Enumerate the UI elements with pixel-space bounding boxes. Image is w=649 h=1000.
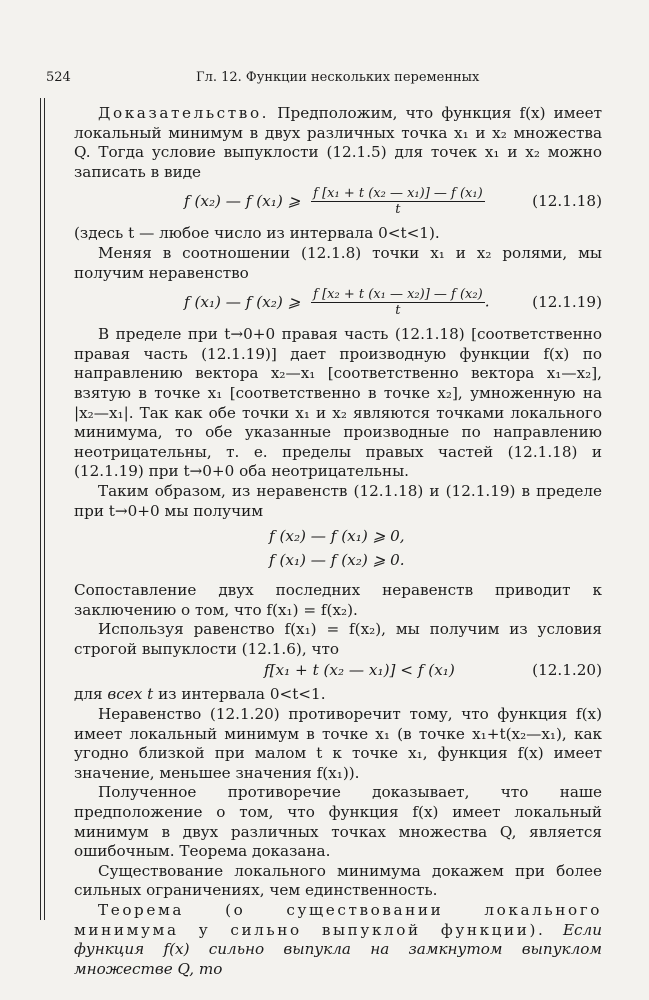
- fraction-denominator: t: [395, 202, 401, 218]
- theorem-lead: Теорема (о существовании локального минимума у сильно выпуклой функции).: [74, 901, 602, 939]
- page-number: 524: [46, 70, 71, 85]
- paragraph: Меняя в соотношении (12.1.8) точки x₁ и x₂ ролями, мы получим неравенство: [74, 243, 602, 282]
- formula-period: .: [484, 292, 490, 311]
- chapter-title: Гл. 12. Функции нескольких переменных: [196, 70, 480, 85]
- formula-lhs: f (x₂) — f (x₁) ⩾: [184, 192, 301, 211]
- theorem-statement: Если функция f(x) сильно выпукла на замкнутом выпуклом множестве Q, то: [74, 920, 602, 978]
- paragraph: Существование локального минимума докажем при более сильных ограничениях, чем единственность.: [74, 861, 602, 900]
- paragraph: Таким образом, из неравенств (12.1.18) и (12.1.19) в пределе при t→0+0 мы получим: [74, 481, 602, 520]
- emphasis: всех t: [107, 685, 154, 704]
- fraction-numerator: f [x₂ + t (x₁ — x₂)] — f (x₂): [313, 287, 483, 303]
- paragraph: Полученное противоречие доказывает, что наше предположение о том, что функция f(x) имеет локальный минимум в двух различных точках множества Q, является ошибочным. Теорема доказана.: [74, 783, 602, 861]
- fraction-numerator: f [x₁ + t (x₂ — x₁)] — f (x₁): [313, 186, 483, 202]
- margin-rule-outer: [40, 98, 41, 920]
- theorem-paragraph: [74, 901, 602, 979]
- proof-text: Предположим, что функция f(x) имеет локальный минимум в двух различных точка x₁ и x₂ множества Q. Тогда условие выпуклости (12.1.5) для точек x₁ и x₂ можно записать в виде: [74, 104, 602, 181]
- formula-12-1-19: [74, 287, 602, 321]
- inequality-pair: [74, 527, 602, 575]
- equation-number: (12.1.20): [532, 661, 602, 680]
- margin-rule-inner: [44, 98, 45, 920]
- page-body: [74, 104, 602, 979]
- paragraph: Используя равенство f(x₁) = f(x₂), мы получим из условия строгой выпуклости (12.1.6), что: [74, 620, 602, 658]
- paragraph: (здесь t — любое число из интервала 0<t<1).: [74, 224, 440, 243]
- formula-12-1-18: [74, 186, 602, 220]
- paragraph: В пределе при t→0+0 правая часть (12.1.18) [соответственно правая часть (12.1.19)] дает производную функции f(x) по направлению вектора x₂—x₁ [соответственно вектора x₁—x₂], взятую в точке x₁ [соответственно в точке x₂], умноженную на |x₂—x₁|. Так как обе точки x₁ и x₂ являются точками локального минимума, то обе указанные производные по направлению неотрицательны, т. е. пределы правых частей (12.1.18) и (12.1.19) при t→0+0 оба неотрицательны.: [74, 325, 602, 481]
- equation-number: (12.1.18): [532, 192, 602, 211]
- formula-fraction: [311, 186, 485, 217]
- proof-lead: Доказательство.: [98, 104, 270, 122]
- fraction-denominator: t: [395, 303, 401, 319]
- paragraph: Неравенство (12.1.20) противоречит тому, что функция f(x) имеет локальный минимум в точке x₁ (в точке x₁+t(x₂—x₁), как угодно близкой при малом t к точке x₁, функция f(x) имеет значение, меньшее значения f(x₁)).: [74, 705, 602, 782]
- proof-paragraph: [74, 104, 602, 182]
- paragraph: для всех t из интервала 0<t<1.: [74, 685, 326, 704]
- formula-expression: f[x₁ + t (x₂ — x₁)] < f (x₁): [264, 661, 455, 680]
- paragraph: Сопоставление двух последних неравенств приводит к заключению о том, что f(x₁) = f(x₂).: [74, 581, 602, 619]
- equation-number: (12.1.19): [532, 293, 602, 312]
- inequality-1: f (x₂) — f (x₁) ⩾ 0,: [269, 527, 405, 546]
- formula-fraction: [311, 287, 485, 318]
- formula-lhs: f (x₁) — f (x₂) ⩾: [184, 292, 301, 311]
- formula-12-1-20: [74, 661, 602, 683]
- inequality-2: f (x₁) — f (x₂) ⩾ 0.: [269, 551, 405, 570]
